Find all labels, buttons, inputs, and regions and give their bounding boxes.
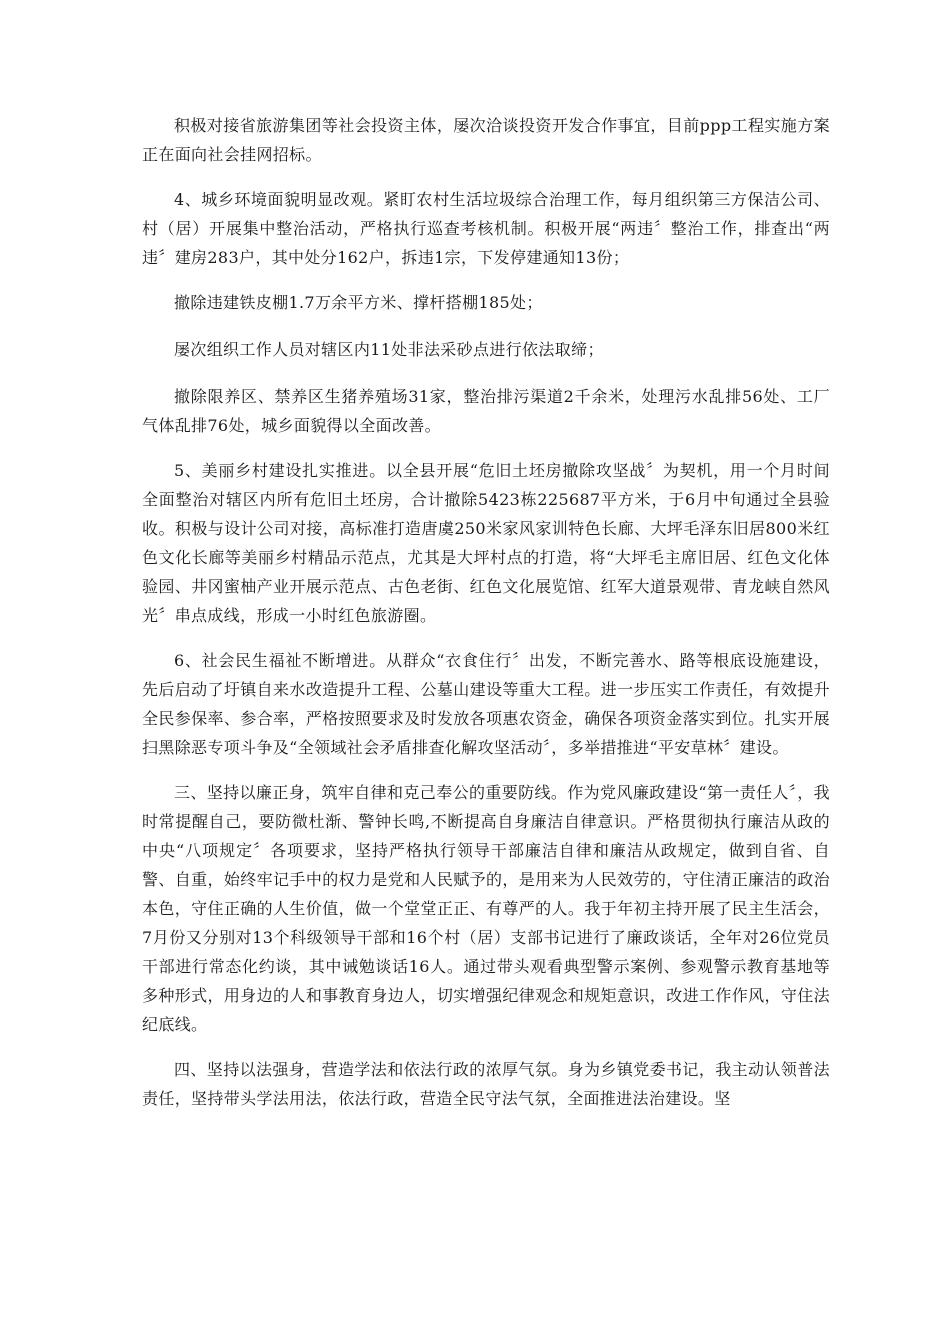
paragraph-livelihood: 6、社会民生福祉不断增进。从群众“衣食住行〞出发，不断完善水、路等根底设施建设，先后启动了圩镇自来水改造提升工程、公墓山建设等重大工程。进一步压实工作责任，有效提升全民参保率、参合率，严格按照要求及时发放各项惠农资金，确保各项资金落实到位。扎实开展扫黑除恶专项斗争及“全领域社会矛盾排查化解攻坚活动〞，多举措推进“平安草林〞建设。 xyxy=(142,651,830,757)
paragraph-rule-of-law: 四、坚持以法强身，营造学法和依法行政的浓厚气氛。身为乡镇党委书记，我主动认领普法责任，坚持带头学法用法，依法行政，营造全民守法气氛，全面推进法治建设。坚 xyxy=(142,1060,830,1108)
paragraph-investment: 积极对接省旅游集团等社会投资主体，屡次洽谈投资开发合作事宜，目前ppp工程实施方案正在面向社会挂网招标。 xyxy=(142,116,830,164)
paragraph-environment: 4、城乡环境面貌明显改观。紧盯农村生活垃圾综合治理工作，每月组织第三方保洁公司、村（居）开展集中整治活动，严格执行巡查考核机制。积极开展“两违〞整治工作，排查出“两违〞建房283户，其中处分162户，拆违1宗，下发停建通知13份； xyxy=(142,190,830,267)
paragraph-demolition-sheds: 撤除违建铁皮棚1.7万余平方米、撑杆搭棚185处； xyxy=(174,293,543,312)
paragraph-illegal-sand: 屡次组织工作人员对辖区内11处非法采砂点进行依法取缔； xyxy=(174,340,604,359)
document-body xyxy=(142,111,830,1129)
paragraph-livestock: 撤除限养区、禁养区生猪养殖场31家，整治排污渠道2千余米，处理污水乱排56处、工厂气体乱排76处，城乡面貌得以全面改善。 xyxy=(142,387,830,435)
paragraph-beautiful-village: 5、美丽乡村建设扎实推进。以全县开展“危旧土坯房撤除攻坚战〞为契机，用一个月时间全面整治对辖区内所有危旧土坯房，合计撤除5423栋225687平方米，于6月中旬通过全县验收。积极与设计公司对接，高标准打造唐虞250米家风家训特色长廊、大坪毛泽东旧居800米红色文化长廊等美丽乡村精品示范点，尤其是大坪村点的打造，将“大坪毛主席旧居、红色文化体验园、井冈蜜柚产业开展示范点、古色老街、红色文化展览馆、红军大道景观带、青龙峡自然风光〞串点成线，形成一小时红色旅游圈。 xyxy=(142,461,830,625)
paragraph-integrity: 三、坚持以廉正身，筑牢自律和克己奉公的重要防线。作为党风廉政建设“第一责任人〞，我时常提醒自己，要防微杜渐、警钟长鸣,不断提高自身廉洁自律意识。严格贯彻执行廉洁从政的中央“八项规定〞各项要求，坚持严格执行领导干部廉洁自律和廉洁从政规定，做到自省、自警、自重，始终牢记手中的权力是党和人民赋予的，是用来为人民效劳的，守住清正廉洁的政治本色，守住正确的人生价值，做一个堂堂正正、有尊严的人。我于年初主持开展了民主生活会，7月份又分别对13个科级领导干部和16个村（居）支部书记进行了廉政谈话，全年对26位党员干部进行常态化约谈，其中诫勉谈话16人。通过带头观看典型警示案例、参观警示教育基地等多种形式，用身边的人和事教育身边人，切实增强纪律观念和规矩意识，改进工作作风，守住法纪底线。 xyxy=(142,783,830,1034)
